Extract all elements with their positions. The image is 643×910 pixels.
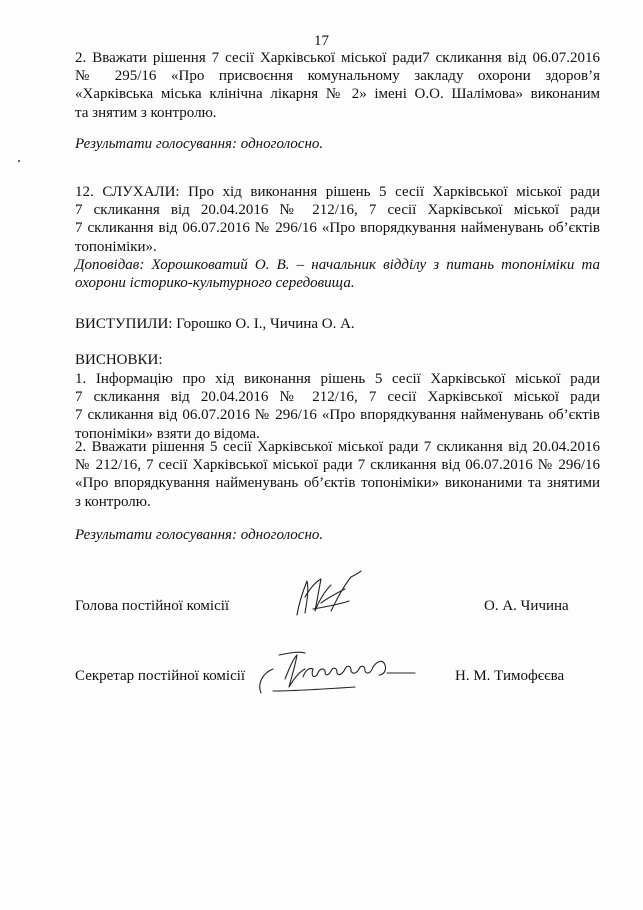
conclusion-point-2: [75, 438, 600, 511]
paragraph-line: 12. СЛУХАЛИ: Про хід виконання рішень 5 сесії Харківської міської ради: [75, 184, 600, 200]
paragraph-line: топоніміки».: [75, 238, 157, 255]
spoke-line: ВИСТУПИЛИ: Горошко О. І., Чичина О. А.: [75, 316, 355, 332]
paragraph-line: «Харківська міська клінічна лікарня № 2» імені О.О. Шалімова» виконаним: [75, 86, 600, 103]
chair-name: О. А. Чичина: [484, 598, 569, 614]
paragraph-line: Доповідав: Хорошковатий О. В. – начальник відділу з питань топоніміки та: [75, 257, 600, 273]
paragraph-line: № 295/16 «Про присвоєння комунальному закладу охорони здоров’я: [75, 68, 600, 85]
secretary-signature: [255, 645, 425, 703]
agenda-item-12: [75, 183, 600, 256]
chair-title: Голова постійної комісії: [75, 598, 230, 614]
paragraph-line: топоніміки» взяти до відома.: [75, 425, 260, 442]
conclusions-heading: ВИСНОВКИ:: [75, 352, 163, 368]
chair-signature: [285, 567, 375, 627]
paragraph-line: 1. Інформацію про хід виконання рішень 5 сесії Харківської міської ради: [75, 371, 600, 387]
conclusion-point-1: [75, 370, 600, 443]
paragraph-line: № 212/16, 7 сесії Харківської міської ради 7 скликання від 06.07.2016 № 296/16: [75, 457, 600, 474]
paragraph-line: 2. Вважати рішення 5 сесії Харківської міської ради 7 скликання від 20.04.2016: [75, 439, 600, 455]
secretary-title: Секретар постійної комісії: [75, 668, 246, 684]
vote-result: Результати голосування: одноголосно.: [75, 136, 324, 152]
paragraph-line: охорони історико-культурного середовища.: [75, 275, 355, 292]
paragraph-line: 7 скликання від 06.07.2016 № 296/16 «Про впорядкування найменувань об’єктів: [75, 220, 600, 237]
secretary-name: Н. М. Тимофєєва: [455, 668, 565, 684]
vote-result: Результати голосування: одноголосно.: [75, 527, 324, 543]
paragraph-line: «Про впорядкування найменувань об’єктів топоніміки» виконаними та знятими: [75, 475, 600, 492]
paragraph-line: 2. Вважати рішення 7 сесії Харківської міської ради7 скликання від 06.07.2016: [75, 50, 600, 66]
paragraph-line: та знятим з контролю.: [75, 104, 217, 121]
paragraph-line: з контролю.: [75, 493, 151, 510]
decision-item-2: [75, 49, 600, 122]
paragraph-line: 7 скликання від 20.04.2016 № 212/16, 7 сесії Харківської міської ради: [75, 202, 600, 219]
paragraph-line: 7 скликання від 20.04.2016 № 212/16, 7 сесії Харківської міської ради: [75, 389, 600, 406]
scan-speck: [18, 160, 20, 162]
paragraph-line: 7 скликання від 06.07.2016 № 296/16 «Про впорядкування найменувань об’єктів: [75, 407, 600, 424]
speaker-info: [75, 256, 600, 292]
page-number: 17: [314, 33, 329, 49]
